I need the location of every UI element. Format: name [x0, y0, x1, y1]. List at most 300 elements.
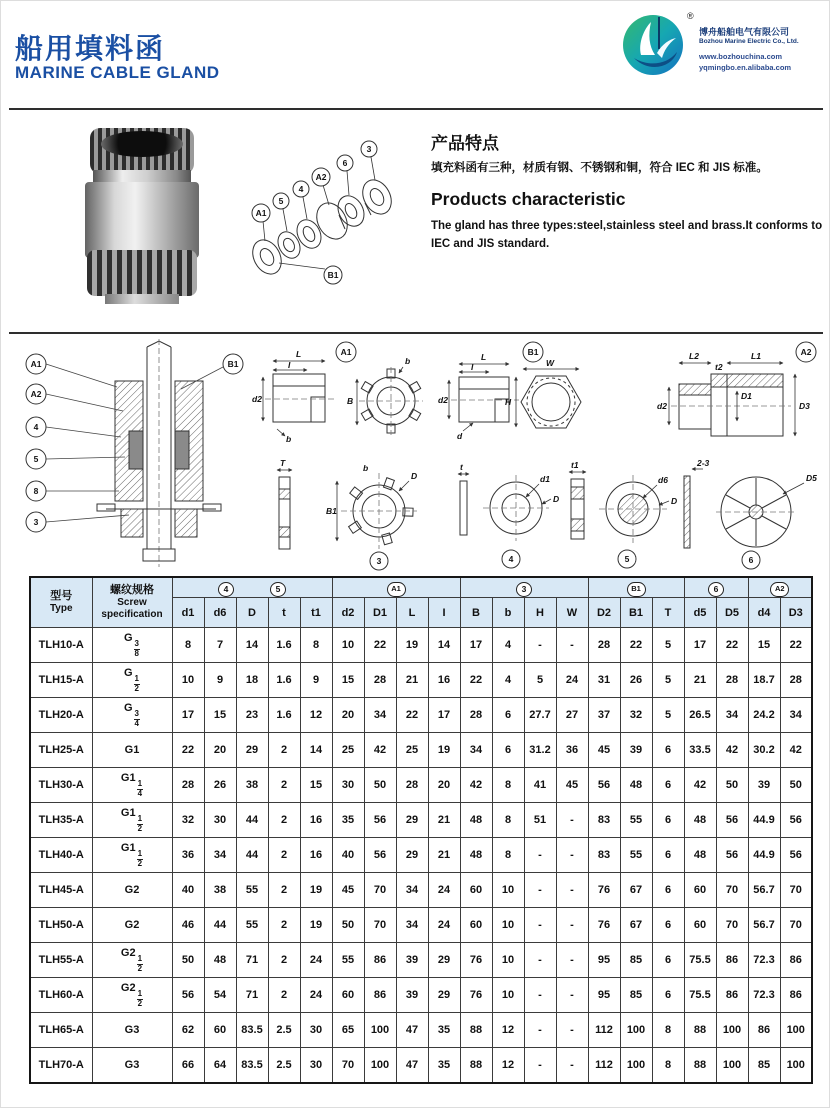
table-row [30, 803, 812, 838]
value-cell: 86 [780, 978, 812, 1013]
exploded-callout-5: 5 [278, 196, 284, 206]
value-cell: 62 [172, 1013, 204, 1048]
value-cell: 34 [396, 873, 428, 908]
value-cell: 39 [396, 978, 428, 1013]
value-cell: - [556, 978, 588, 1013]
part-group-header [684, 577, 748, 598]
value-cell: 20 [428, 768, 460, 803]
value-cell: 45 [588, 733, 620, 768]
value-cell: 1.6 [268, 628, 300, 663]
value-cell: 22 [620, 628, 652, 663]
model-cell: TLH20-A [30, 698, 92, 733]
spec-table-body [30, 628, 812, 1084]
value-cell: 22 [364, 628, 396, 663]
dim-D-4: D [553, 494, 560, 504]
value-cell: 27.7 [524, 698, 556, 733]
dim-D5-6: D5 [806, 473, 817, 483]
value-cell: 83 [588, 803, 620, 838]
value-cell: 21 [684, 663, 716, 698]
detail-label-a1: A1 [340, 347, 352, 357]
value-cell: 41 [524, 768, 556, 803]
table-row [30, 908, 812, 943]
company-name-en: Bozhou Marine Electric Co., Ltd. [699, 38, 799, 46]
value-cell: 18 [236, 663, 268, 698]
value-cell: 85 [620, 943, 652, 978]
value-cell: 100 [364, 1013, 396, 1048]
header-type: 型号 Type [30, 577, 92, 628]
value-cell: 24 [300, 943, 332, 978]
table-row [30, 768, 812, 803]
photo-collar [93, 170, 191, 182]
value-cell: 70 [716, 908, 748, 943]
features-body-zh: 填充料函有三种，材质有钢、不锈钢和铜，符合 IEC 和 JIS 标准。 [431, 162, 768, 174]
value-cell: 95 [588, 978, 620, 1013]
value-cell: 56 [716, 803, 748, 838]
value-cell: 29 [428, 978, 460, 1013]
value-cell: 17 [428, 698, 460, 733]
value-cell: 29 [396, 803, 428, 838]
value-cell: 88 [460, 1048, 492, 1084]
model-cell: TLH70-A [30, 1048, 92, 1084]
value-cell: 76 [460, 978, 492, 1013]
technical-drawings [11, 339, 821, 574]
value-cell: 21 [396, 663, 428, 698]
value-cell: 55 [620, 838, 652, 873]
value-cell: 72.3 [748, 978, 780, 1013]
value-cell: - [524, 1013, 556, 1048]
value-cell: 48 [620, 768, 652, 803]
value-cell: 14 [236, 628, 268, 663]
part-group-header [748, 577, 812, 598]
model-cell: TLH55-A [30, 943, 92, 978]
column-header-H: H [524, 598, 556, 628]
value-cell: 112 [588, 1048, 620, 1084]
value-cell: 100 [620, 1048, 652, 1084]
table-row [30, 1048, 812, 1084]
value-cell: 10 [492, 978, 524, 1013]
dim-D-3: D [411, 471, 418, 481]
screw-spec-cell: G2 $\frac{1}{2}$ [92, 978, 172, 1013]
value-cell: 85 [620, 978, 652, 1013]
value-cell: 60 [684, 908, 716, 943]
value-cell: 70 [332, 1048, 364, 1084]
dim-W-b1: W [546, 358, 555, 368]
value-cell: 34 [460, 733, 492, 768]
features-heading-zh: 产品特点 [431, 134, 499, 153]
dim-D-5: D [671, 496, 678, 506]
value-cell: 56 [364, 803, 396, 838]
value-cell: - [556, 943, 588, 978]
screw-spec-cell: G2 $\frac{1}{2}$ [92, 943, 172, 978]
exploded-callout-3: 3 [366, 144, 372, 154]
value-cell: 10 [492, 943, 524, 978]
value-cell: - [556, 908, 588, 943]
value-cell: 100 [716, 1048, 748, 1084]
value-cell: 29 [396, 838, 428, 873]
value-cell: 95 [588, 943, 620, 978]
column-header-t: t [268, 598, 300, 628]
value-cell: 65 [332, 1013, 364, 1048]
value-cell: 86 [716, 943, 748, 978]
value-cell: - [524, 838, 556, 873]
registered-mark: ® [687, 11, 694, 21]
value-cell: 67 [620, 908, 652, 943]
table-row [30, 873, 812, 908]
value-cell: 28 [716, 663, 748, 698]
column-header-W: W [556, 598, 588, 628]
value-cell: 6 [652, 803, 684, 838]
value-cell: 10 [332, 628, 364, 663]
table-row [30, 978, 812, 1013]
value-cell: 86 [364, 978, 396, 1013]
column-header-T: T [652, 598, 684, 628]
value-cell: 86 [780, 943, 812, 978]
column-header-B1: B1 [620, 598, 652, 628]
value-cell: 4 [492, 663, 524, 698]
value-cell: 44.9 [748, 838, 780, 873]
value-cell: 6 [492, 698, 524, 733]
photo-body [85, 182, 199, 258]
page-title-en: MARINE CABLE GLAND [15, 63, 220, 82]
value-cell: 27 [556, 698, 588, 733]
value-cell: 35 [428, 1048, 460, 1084]
value-cell: 36 [172, 838, 204, 873]
value-cell: 42 [364, 733, 396, 768]
value-cell: 44 [236, 838, 268, 873]
value-cell: 25 [396, 733, 428, 768]
dim-L1-a2: L1 [751, 351, 761, 361]
model-cell: TLH50-A [30, 908, 92, 943]
photo-base [105, 294, 179, 304]
value-cell: 47 [396, 1013, 428, 1048]
value-cell: 45 [332, 873, 364, 908]
value-cell: 2 [268, 908, 300, 943]
part-group-header [332, 577, 460, 598]
value-cell: 88 [684, 1048, 716, 1084]
column-header-D5: D5 [716, 598, 748, 628]
value-cell: 5 [652, 663, 684, 698]
model-cell: TLH40-A [30, 838, 92, 873]
dim-d6-5: d6 [658, 475, 668, 485]
part-group-header [460, 577, 588, 598]
value-cell: 22 [716, 628, 748, 663]
value-cell: 100 [620, 1013, 652, 1048]
value-cell: 25 [332, 733, 364, 768]
value-cell: 56.7 [748, 873, 780, 908]
value-cell: - [556, 838, 588, 873]
value-cell: 35 [428, 1013, 460, 1048]
value-cell: - [556, 628, 588, 663]
value-cell: 55 [236, 873, 268, 908]
model-cell: TLH25-A [30, 733, 92, 768]
value-cell: 70 [716, 873, 748, 908]
value-cell: 29 [236, 733, 268, 768]
value-cell: 8 [652, 1048, 684, 1084]
value-cell: 8 [492, 838, 524, 873]
value-cell: 33.5 [684, 733, 716, 768]
value-cell: 17 [460, 628, 492, 663]
value-cell: 19 [396, 628, 428, 663]
photo-knurled-base [87, 250, 197, 296]
value-cell: 30 [204, 803, 236, 838]
column-header-I: I [428, 598, 460, 628]
column-header-D3: D3 [780, 598, 812, 628]
dim-D1-a2: D1 [741, 391, 752, 401]
value-cell: 76 [588, 908, 620, 943]
value-cell: 14 [300, 733, 332, 768]
value-cell: 6 [652, 768, 684, 803]
value-cell: 5 [524, 663, 556, 698]
value-cell: 8 [652, 1013, 684, 1048]
value-cell: 1.6 [268, 698, 300, 733]
value-cell: 20 [332, 698, 364, 733]
value-cell: 22 [172, 733, 204, 768]
value-cell: 86 [364, 943, 396, 978]
spec-table [29, 576, 813, 1084]
value-cell: 42 [460, 768, 492, 803]
value-cell: 39 [748, 768, 780, 803]
detail-label-5: 5 [624, 554, 630, 564]
value-cell: 34 [396, 908, 428, 943]
value-cell: 5 [652, 698, 684, 733]
assembly-callout-a1: A1 [30, 359, 42, 369]
value-cell: 28 [780, 663, 812, 698]
header-divider [9, 108, 823, 110]
spec-table-head [30, 577, 812, 628]
value-cell: 1.6 [268, 663, 300, 698]
features-body-en: The gland has three types:steel,stainless steel and brass.It conforms to IEC and JIS standard. [431, 220, 823, 251]
value-cell: 2.5 [268, 1048, 300, 1084]
value-cell: 100 [780, 1013, 812, 1048]
dim-B1-3: B1 [326, 506, 337, 516]
circled-group-label: 4 [218, 582, 234, 597]
value-cell: 34 [364, 698, 396, 733]
value-cell: 48 [460, 803, 492, 838]
value-cell: 85 [748, 1048, 780, 1084]
value-cell: 2 [268, 733, 300, 768]
value-cell: 23 [236, 698, 268, 733]
screw-spec-cell: G1 $\frac{1}{2}$ [92, 838, 172, 873]
value-cell: 6 [652, 908, 684, 943]
value-cell: 16 [428, 663, 460, 698]
value-cell: 15 [748, 628, 780, 663]
value-cell: 7 [204, 628, 236, 663]
value-cell: 44.9 [748, 803, 780, 838]
column-header-D1: D1 [364, 598, 396, 628]
value-cell: 2 [268, 768, 300, 803]
assembly-callout-b1: B1 [227, 359, 239, 369]
value-cell: - [524, 943, 556, 978]
value-cell: 10 [492, 873, 524, 908]
model-cell: TLH65-A [30, 1013, 92, 1048]
value-cell: 16 [300, 838, 332, 873]
value-cell: 5 [652, 628, 684, 663]
value-cell: 76 [588, 873, 620, 908]
value-cell: 28 [396, 768, 428, 803]
table-row [30, 628, 812, 663]
value-cell: 21 [428, 838, 460, 873]
dim-gap-6: 2-3 [697, 458, 710, 468]
value-cell: 15 [204, 698, 236, 733]
company-alibaba: yqmingbo.en.alibaba.com [699, 62, 792, 72]
dim-d2-a1: d2 [252, 394, 262, 404]
value-cell: - [524, 1048, 556, 1084]
value-cell: 20 [204, 733, 236, 768]
dim-b-a1front: b [405, 356, 411, 366]
assembly-callout-a2: A2 [30, 389, 42, 399]
value-cell: 6 [652, 943, 684, 978]
value-cell: 19 [300, 908, 332, 943]
table-row [30, 943, 812, 978]
value-cell: 83 [588, 838, 620, 873]
value-cell: 55 [236, 908, 268, 943]
value-cell: 2.5 [268, 1013, 300, 1048]
value-cell: 83.5 [236, 1048, 268, 1084]
value-cell: 19 [428, 733, 460, 768]
value-cell: - [556, 873, 588, 908]
model-cell: TLH10-A [30, 628, 92, 663]
value-cell: 83.5 [236, 1013, 268, 1048]
screw-spec-cell: G1 [92, 733, 172, 768]
value-cell: 50 [172, 943, 204, 978]
value-cell: 2 [268, 978, 300, 1013]
page-title-zh: 船用填料函 [15, 33, 166, 64]
value-cell: 48 [684, 803, 716, 838]
photo-opening [101, 131, 183, 157]
value-cell: 40 [172, 873, 204, 908]
value-cell: 15 [300, 768, 332, 803]
exploded-callout-a1: A1 [255, 208, 267, 218]
value-cell: 100 [716, 1013, 748, 1048]
value-cell: 24 [300, 978, 332, 1013]
value-cell: 35 [332, 803, 364, 838]
value-cell: 47 [396, 1048, 428, 1084]
value-cell: 6 [652, 838, 684, 873]
screw-spec-cell: G $\frac{3}{8}$ [92, 628, 172, 663]
dim-b-3: b [363, 463, 369, 473]
value-cell: 34 [204, 838, 236, 873]
value-cell: 10 [492, 908, 524, 943]
value-cell: 56 [172, 978, 204, 1013]
value-cell: 56 [364, 838, 396, 873]
value-cell: 50 [716, 768, 748, 803]
assembly-callout-3: 3 [33, 517, 39, 527]
circled-group-label: A1 [387, 582, 406, 597]
value-cell: 24 [428, 873, 460, 908]
column-header-D: D [236, 598, 268, 628]
value-cell: 60 [332, 978, 364, 1013]
value-cell: 71 [236, 943, 268, 978]
value-cell: 30 [332, 768, 364, 803]
value-cell: 60 [684, 873, 716, 908]
value-cell: 67 [620, 873, 652, 908]
value-cell: 28 [172, 768, 204, 803]
value-cell: 56 [780, 838, 812, 873]
value-cell: 70 [364, 873, 396, 908]
value-cell: 76 [460, 943, 492, 978]
table-row [30, 698, 812, 733]
table-row [30, 1013, 812, 1048]
table-row [30, 838, 812, 873]
value-cell: 15 [332, 663, 364, 698]
screw-spec-cell: G1 $\frac{1}{2}$ [92, 803, 172, 838]
value-cell: 48 [460, 838, 492, 873]
dim-t1-5: t1 [571, 460, 579, 470]
dim-d2-a2: d2 [657, 401, 667, 411]
section-divider [9, 332, 823, 334]
value-cell: 24 [428, 908, 460, 943]
value-cell: 22 [396, 698, 428, 733]
value-cell: 64 [204, 1048, 236, 1084]
value-cell: 30.2 [748, 733, 780, 768]
dim-t2-a2: t2 [715, 362, 723, 372]
column-header-L: L [396, 598, 428, 628]
dim-L-b1: L [481, 352, 487, 362]
value-cell: 42 [780, 733, 812, 768]
screw-spec-cell: G2 [92, 873, 172, 908]
value-cell: 14 [428, 628, 460, 663]
value-cell: 72.3 [748, 943, 780, 978]
product-photo [85, 128, 199, 304]
value-cell: 6 [652, 873, 684, 908]
value-cell: 88 [684, 1013, 716, 1048]
value-cell: 2 [268, 838, 300, 873]
company-website: www.bozhouchina.com [699, 52, 783, 62]
value-cell: 66 [172, 1048, 204, 1084]
column-header-d4: d4 [748, 598, 780, 628]
detail-label-6: 6 [748, 555, 754, 565]
value-cell: 71 [236, 978, 268, 1013]
value-cell: 51 [524, 803, 556, 838]
circled-group-label: B1 [627, 582, 646, 597]
value-cell: 9 [300, 663, 332, 698]
value-cell: 38 [236, 768, 268, 803]
value-cell: 44 [236, 803, 268, 838]
logo-text-block [699, 27, 825, 72]
company-name-zh: 博舟船舶电气有限公司 [699, 27, 790, 37]
value-cell: 50 [332, 908, 364, 943]
sailboat-logo-icon [621, 13, 685, 77]
column-header-b: b [492, 598, 524, 628]
value-cell: 31.2 [524, 733, 556, 768]
value-cell: 6 [652, 978, 684, 1013]
value-cell: 88 [460, 1013, 492, 1048]
detail-label-b1: B1 [527, 347, 539, 357]
value-cell: 16 [300, 803, 332, 838]
value-cell: 22 [460, 663, 492, 698]
value-cell: 8 [492, 803, 524, 838]
value-cell: 60 [204, 1013, 236, 1048]
value-cell: 2 [268, 803, 300, 838]
value-cell: 26 [620, 663, 652, 698]
value-cell: 38 [204, 873, 236, 908]
header-screw-spec: 螺纹规格 Screw specification [92, 577, 172, 628]
value-cell: 10 [172, 663, 204, 698]
value-cell: 2 [268, 873, 300, 908]
dim-B-a1: B [347, 396, 354, 406]
value-cell: 50 [364, 768, 396, 803]
screw-spec-cell: G2 [92, 908, 172, 943]
value-cell: 55 [620, 803, 652, 838]
value-cell: 19 [300, 873, 332, 908]
value-cell: 32 [620, 698, 652, 733]
value-cell: 56.7 [748, 908, 780, 943]
value-cell: 29 [428, 943, 460, 978]
value-cell: 54 [204, 978, 236, 1013]
value-cell: 86 [716, 978, 748, 1013]
dim-D3-a2: D3 [799, 401, 810, 411]
value-cell: - [524, 908, 556, 943]
